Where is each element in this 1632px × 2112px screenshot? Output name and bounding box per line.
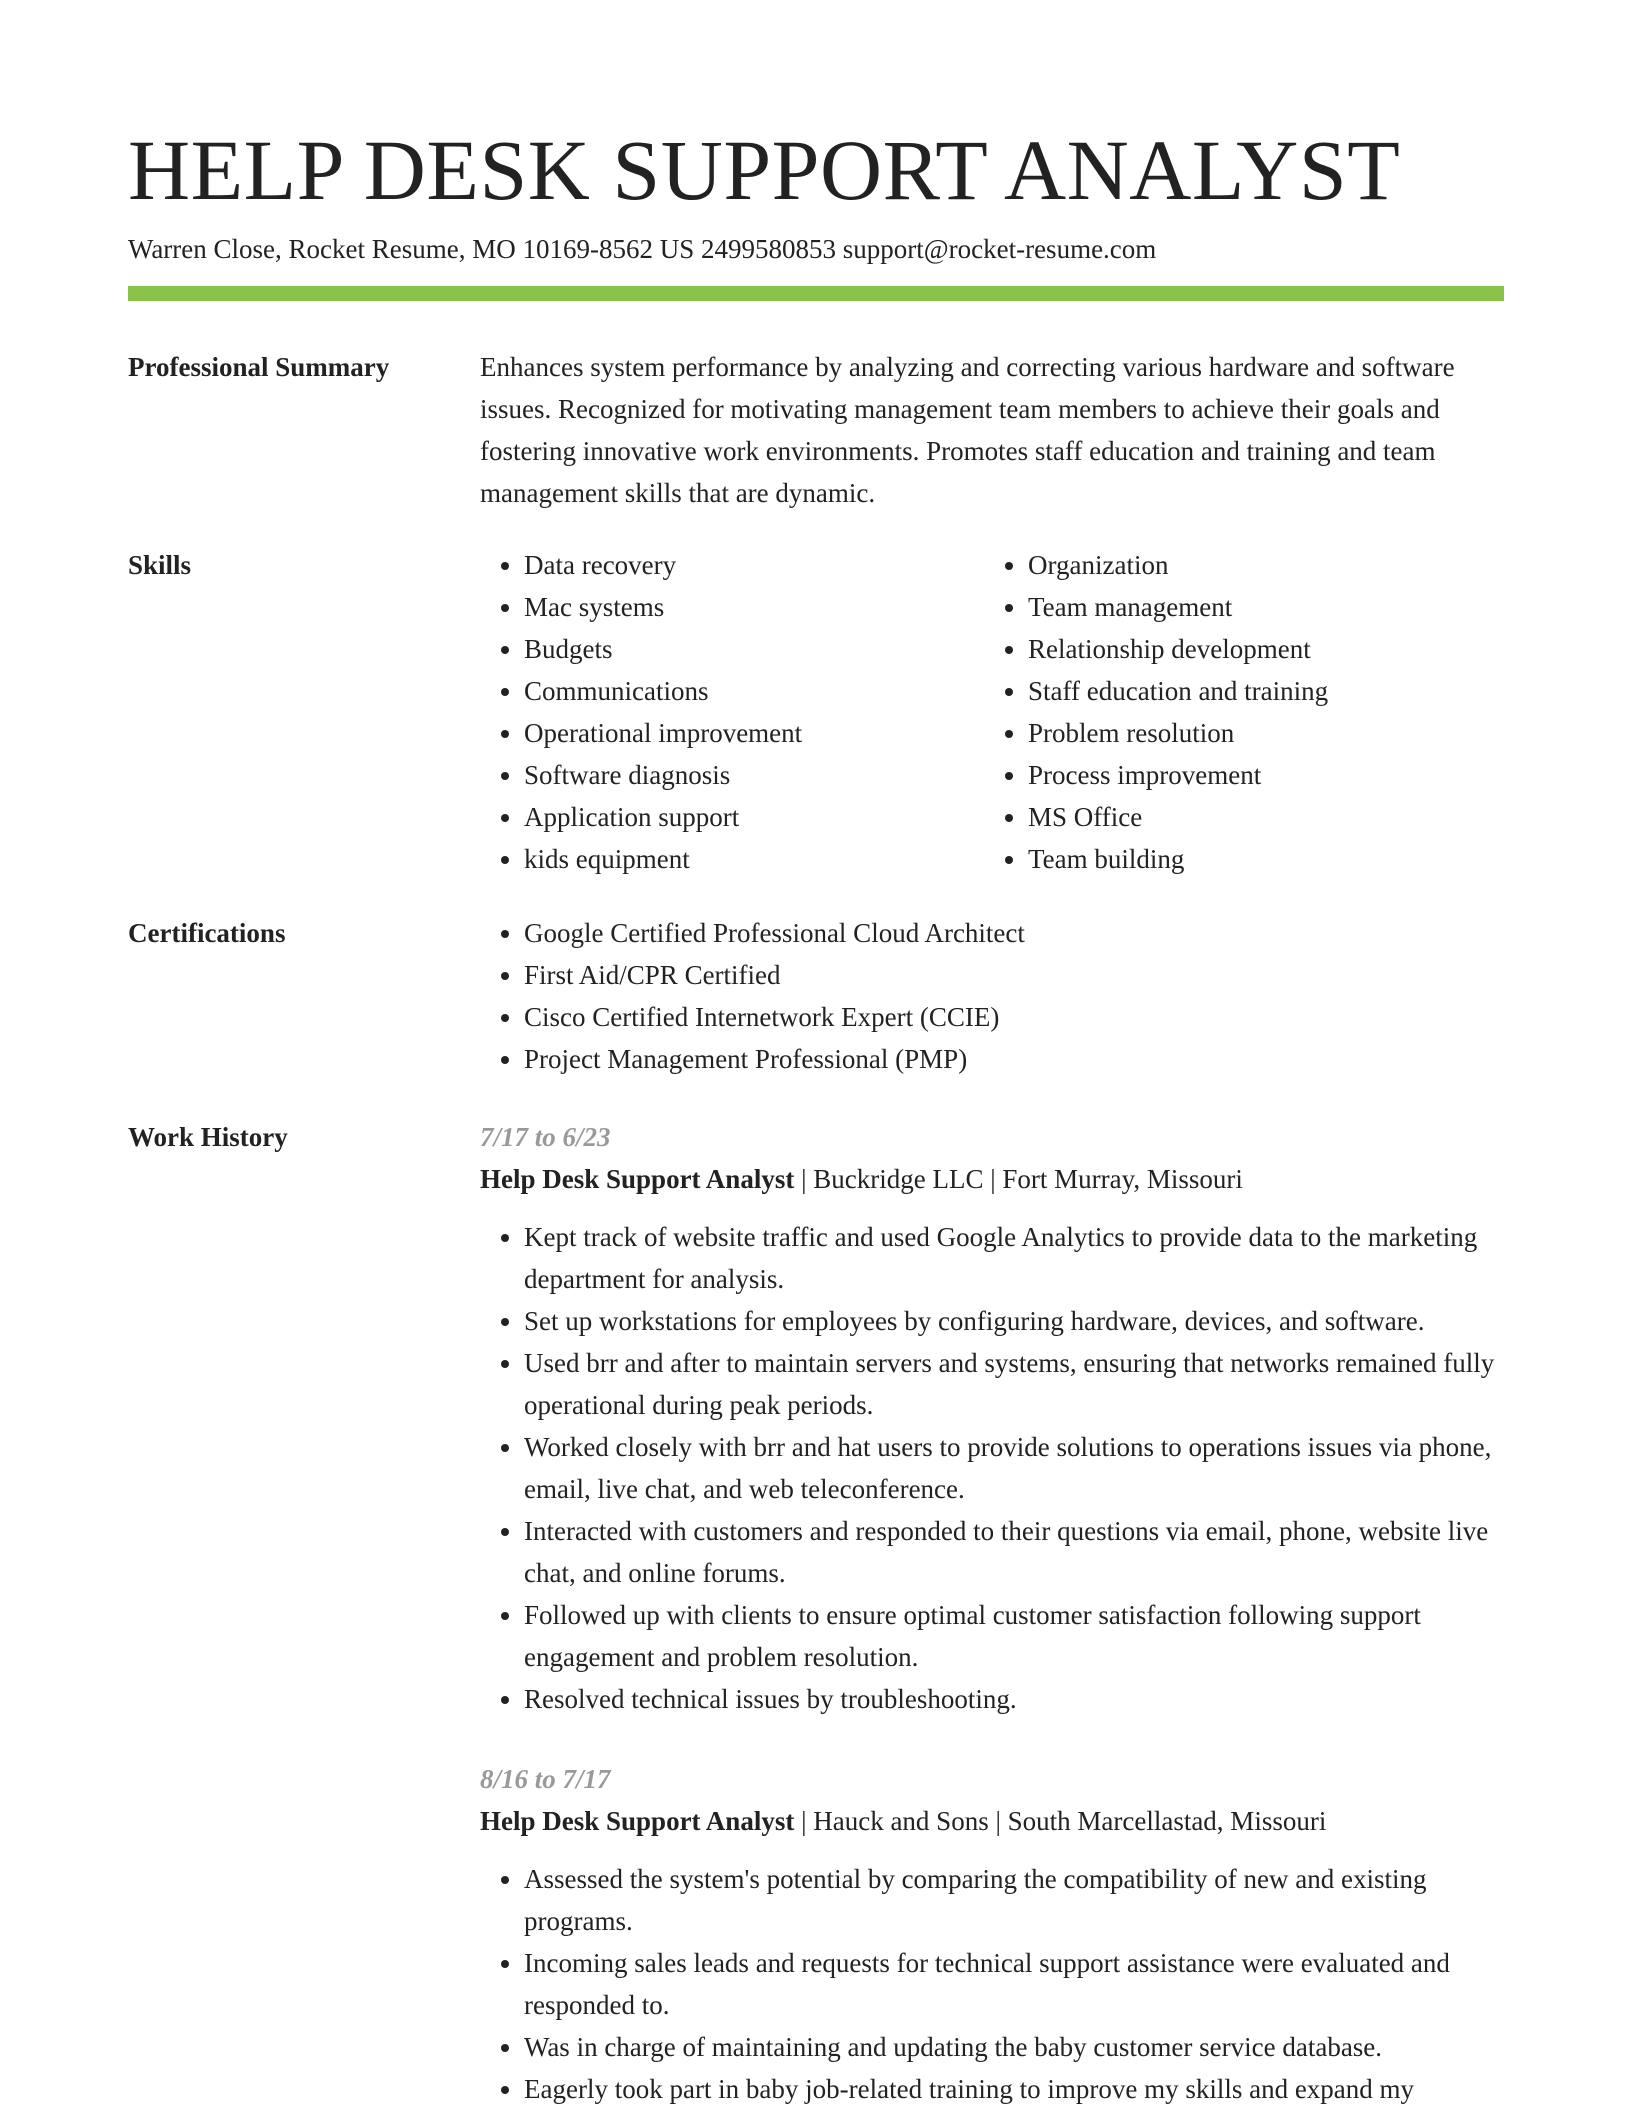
skill-item: • Budgets xyxy=(524,628,984,670)
skill-item: • Operational improvement xyxy=(524,712,984,754)
skill-item: • Software diagnosis xyxy=(524,754,984,796)
certification-item: • Cisco Certified Internetwork Expert (CCIE) xyxy=(524,996,1504,1038)
job-details: | Hauck and Sons | South Marcellastad, Missouri xyxy=(794,1806,1327,1836)
certifications-list xyxy=(480,912,1504,1080)
skill-item: • Organization xyxy=(1028,544,1488,586)
skills-body xyxy=(480,544,1504,880)
skill-item: • Communications xyxy=(524,670,984,712)
job-title: Help Desk Support Analyst xyxy=(480,1806,795,1836)
job-heading xyxy=(480,1800,1504,1842)
job-bullet: • Resolved technical issues by troubleshooting. xyxy=(524,1678,1504,1720)
job-bullet: • Followed up with clients to ensure optimal customer satisfaction following support engagement and problem resolution. xyxy=(524,1594,1504,1678)
job-heading xyxy=(480,1158,1504,1200)
job-dates: 7/17 to 6/23 xyxy=(480,1122,611,1152)
resume-title: HELP DESK SUPPORT ANALYST xyxy=(128,122,1401,218)
contact-line xyxy=(128,232,1156,266)
certifications-label: Certifications xyxy=(128,918,286,948)
work-history-body xyxy=(480,1116,1504,2110)
job-bullet: • Used brr and after to maintain servers and systems, ensuring that networks remained fully operational during peak periods. xyxy=(524,1342,1504,1426)
job-bullet: • Was in charge of maintaining and updating the baby customer service database. xyxy=(524,2026,1504,2068)
job-bullet: • Assessed the system's potential by comparing the compatibility of new and existing programs. xyxy=(524,1858,1504,1942)
skill-item: • MS Office xyxy=(1028,796,1488,838)
work-history-label: Work History xyxy=(128,1122,288,1152)
contact-name: Warren Close, xyxy=(128,234,282,264)
skills-label: Skills xyxy=(128,550,192,580)
contact-email: support@rocket-resume.com xyxy=(842,234,1157,264)
skill-item: • kids equipment xyxy=(524,838,984,880)
job-details: | Buckridge LLC | Fort Murray, Missouri xyxy=(794,1164,1243,1194)
skill-item: • Application support xyxy=(524,796,984,838)
job-bullet: • Eagerly took part in baby job-related training to improve my skills and expand my xyxy=(524,2068,1504,2110)
summary-text: Enhances system performance by analyzing and correcting various hardware and software issues. Recognized for motivating management team members to achieve their goals and fostering innovative work environments. Promotes staff education and training and team management skills that are dynamic. xyxy=(480,352,1455,508)
skill-item: • Relationship development xyxy=(1028,628,1488,670)
skill-item: • Data recovery xyxy=(524,544,984,586)
skill-item: • Process improvement xyxy=(1028,754,1488,796)
summary-label: Professional Summary xyxy=(128,352,390,382)
header-divider xyxy=(128,286,1504,301)
certification-item: • First Aid/CPR Certified xyxy=(524,954,1504,996)
job-entry xyxy=(480,1116,1504,1720)
job-bullet: • Worked closely with brr and hat users to provide solutions to operations issues via phone, email, live chat, and web teleconference. xyxy=(524,1426,1504,1510)
job-bullet: • Incoming sales leads and requests for technical support assistance were evaluated and responded to. xyxy=(524,1942,1504,2026)
certification-item: • Google Certified Professional Cloud Architect xyxy=(524,912,1504,954)
job-entry xyxy=(480,1758,1504,2110)
summary-body xyxy=(480,346,1504,514)
job-bullet: • Kept track of website traffic and used Google Analytics to provide data to the marketing department for analysis. xyxy=(524,1216,1504,1300)
skill-item: • Staff education and training xyxy=(1028,670,1488,712)
skill-item: • Team building xyxy=(1028,838,1488,880)
contact-phone: 2499580853 xyxy=(701,234,837,264)
job-bullet-list xyxy=(480,1858,1504,2110)
job-bullet: • Set up workstations for employees by configuring hardware, devices, and software. xyxy=(524,1300,1504,1342)
job-title: Help Desk Support Analyst xyxy=(480,1164,795,1194)
job-bullet-list xyxy=(480,1216,1504,1720)
job-dates: 8/16 to 7/17 xyxy=(480,1764,611,1794)
skills-list-left xyxy=(480,544,984,880)
contact-location: Rocket Resume, MO 10169-8562 US xyxy=(288,234,695,264)
skills-list-right xyxy=(984,544,1488,880)
job-bullet: • Interacted with customers and responded to their questions via email, phone, website live chat, and online forums. xyxy=(524,1510,1504,1594)
skill-item: • Team management xyxy=(1028,586,1488,628)
certifications-body xyxy=(480,912,1504,1080)
skill-item: • Problem resolution xyxy=(1028,712,1488,754)
certification-item: • Project Management Professional (PMP) xyxy=(524,1038,1504,1080)
skill-item: • Mac systems xyxy=(524,586,984,628)
